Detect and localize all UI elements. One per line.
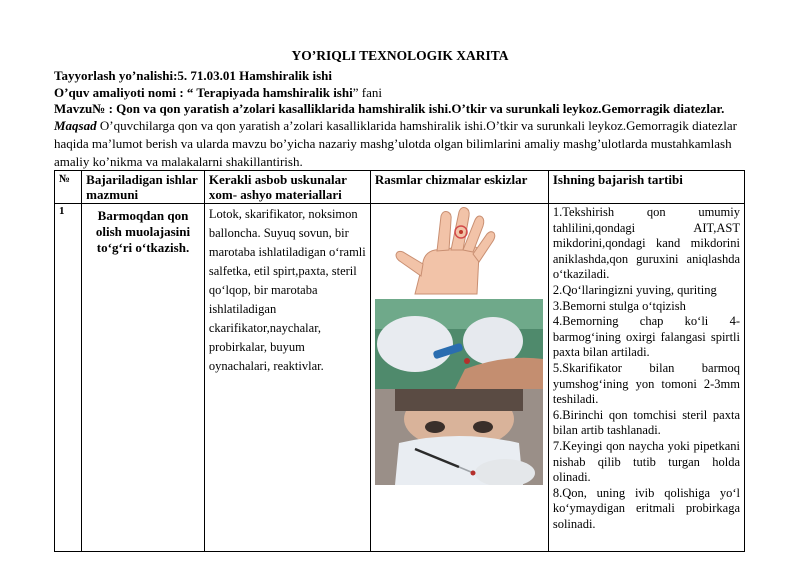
direction-label: Tayyorlash yo’nalishi: xyxy=(54,68,178,83)
goal-text: O’quvchilarga qon va qon yaratish a’zolari kasalliklarida hamshiralik ishi.O’tkir va surunkali leykoz.Gemorragik diatezlar haqida ma’lumot berish va ularda mavzu bo’yicha nazariy mashg’ulotda olgan bilimlarini amaliy mashg’ulotlarda mustahkamlash amaliy ko’nikma va malakalarni shakillantirish. xyxy=(54,118,737,169)
header-procedure: Bajariladigan ishlar mazmuni xyxy=(82,171,205,204)
goal-paragraph xyxy=(54,117,754,171)
goal-label: Maqsad xyxy=(54,118,97,133)
direction-value: 5. 71.03.01 Hamshiralik ishi xyxy=(177,68,332,83)
gloved-hands-photo-image xyxy=(375,299,543,389)
practice-suffix: ” fani xyxy=(352,85,382,100)
header-steps: Ishning bajarish tartibi xyxy=(548,171,744,204)
blood-sampling-photo-image xyxy=(375,389,543,485)
step-item: 4.Bemorning chap ko‘li 4-barmog‘ining oxirgi falangasi spirtli paxta bilan artiladi. xyxy=(552,314,740,360)
step-item: 1.Tekshirish qon umumiy tahlilini,qondagi AIT,AST mikdorini,qondagi kand mikdorini aniklashda,qon guruxini aniqlashda o‘tkaziladi. xyxy=(552,205,740,282)
header-pictures: Rasmlar chizmalar eskizlar xyxy=(370,171,548,204)
row-number: 1 xyxy=(55,204,82,552)
step-item: 3.Bemorni stulga o‘tqizish xyxy=(552,298,686,313)
step-item: 5.Skarifikator bilan barmoq yumshog‘ining yon tomoni 2-3mm teshiladi. xyxy=(552,360,740,407)
step-item: 8.Qon, uning ivib qolishiga yo‘l ko‘ymaydigan eritmali probirkaga solinadi. xyxy=(552,485,740,531)
technology-map-table xyxy=(54,170,745,552)
steps-list xyxy=(553,205,740,532)
document-title: YO’RIQLI TEXNOLOGIK XARITA xyxy=(291,48,509,63)
direction-line xyxy=(54,68,332,84)
procedure-text: Barmoqdan qon olish muolajasini to‘g‘ri o‘tkazish. xyxy=(95,208,191,255)
topic-label: Mavzu№ : xyxy=(54,101,113,116)
steps-cell xyxy=(548,204,744,552)
table-row xyxy=(55,204,745,552)
practice-label: O’quv amaliyoti nomi : xyxy=(54,85,184,100)
topic-value: Qon va qon yaratish a’zolari kasalliklarida hamshiralik ishi.O’tkir va surunkali leykoz.Gemorragik diatezlar. xyxy=(112,101,725,116)
step-item: 6.Birinchi qon tomchisi steril paxta bilan artib tashlanadi. xyxy=(552,407,740,438)
pictures-cell xyxy=(370,204,548,552)
topic-line xyxy=(54,101,724,117)
practice-line xyxy=(54,85,382,101)
materials-text: Lotok, skarifikator, noksimon balloncha. Suyuq sovun, bir marotaba ishlatiladigan o‘ramli salfetka, etil spirt,paxta, steril qo‘lqop, bir marotaba ishlatiladigan ckarifikator,naychalar, probirkalar, buyum oynachalari, reaktivlar. xyxy=(208,207,366,373)
step-item: 7.Keyingi qon naycha yoki pipetkani nishab qilib tutib turgan holda olinadi. xyxy=(552,438,740,485)
table-header-row xyxy=(55,171,745,204)
header-materials: Kerakli asbob uskunalar xom- ashyo materiallari xyxy=(204,171,370,204)
header-number: № xyxy=(55,171,82,204)
hand-illustration-image xyxy=(375,204,543,299)
step-item: 2.Qo‘llaringizni yuving, quriting xyxy=(552,282,717,297)
practice-value: “ Terapiyada hamshiralik ishi xyxy=(183,85,353,100)
